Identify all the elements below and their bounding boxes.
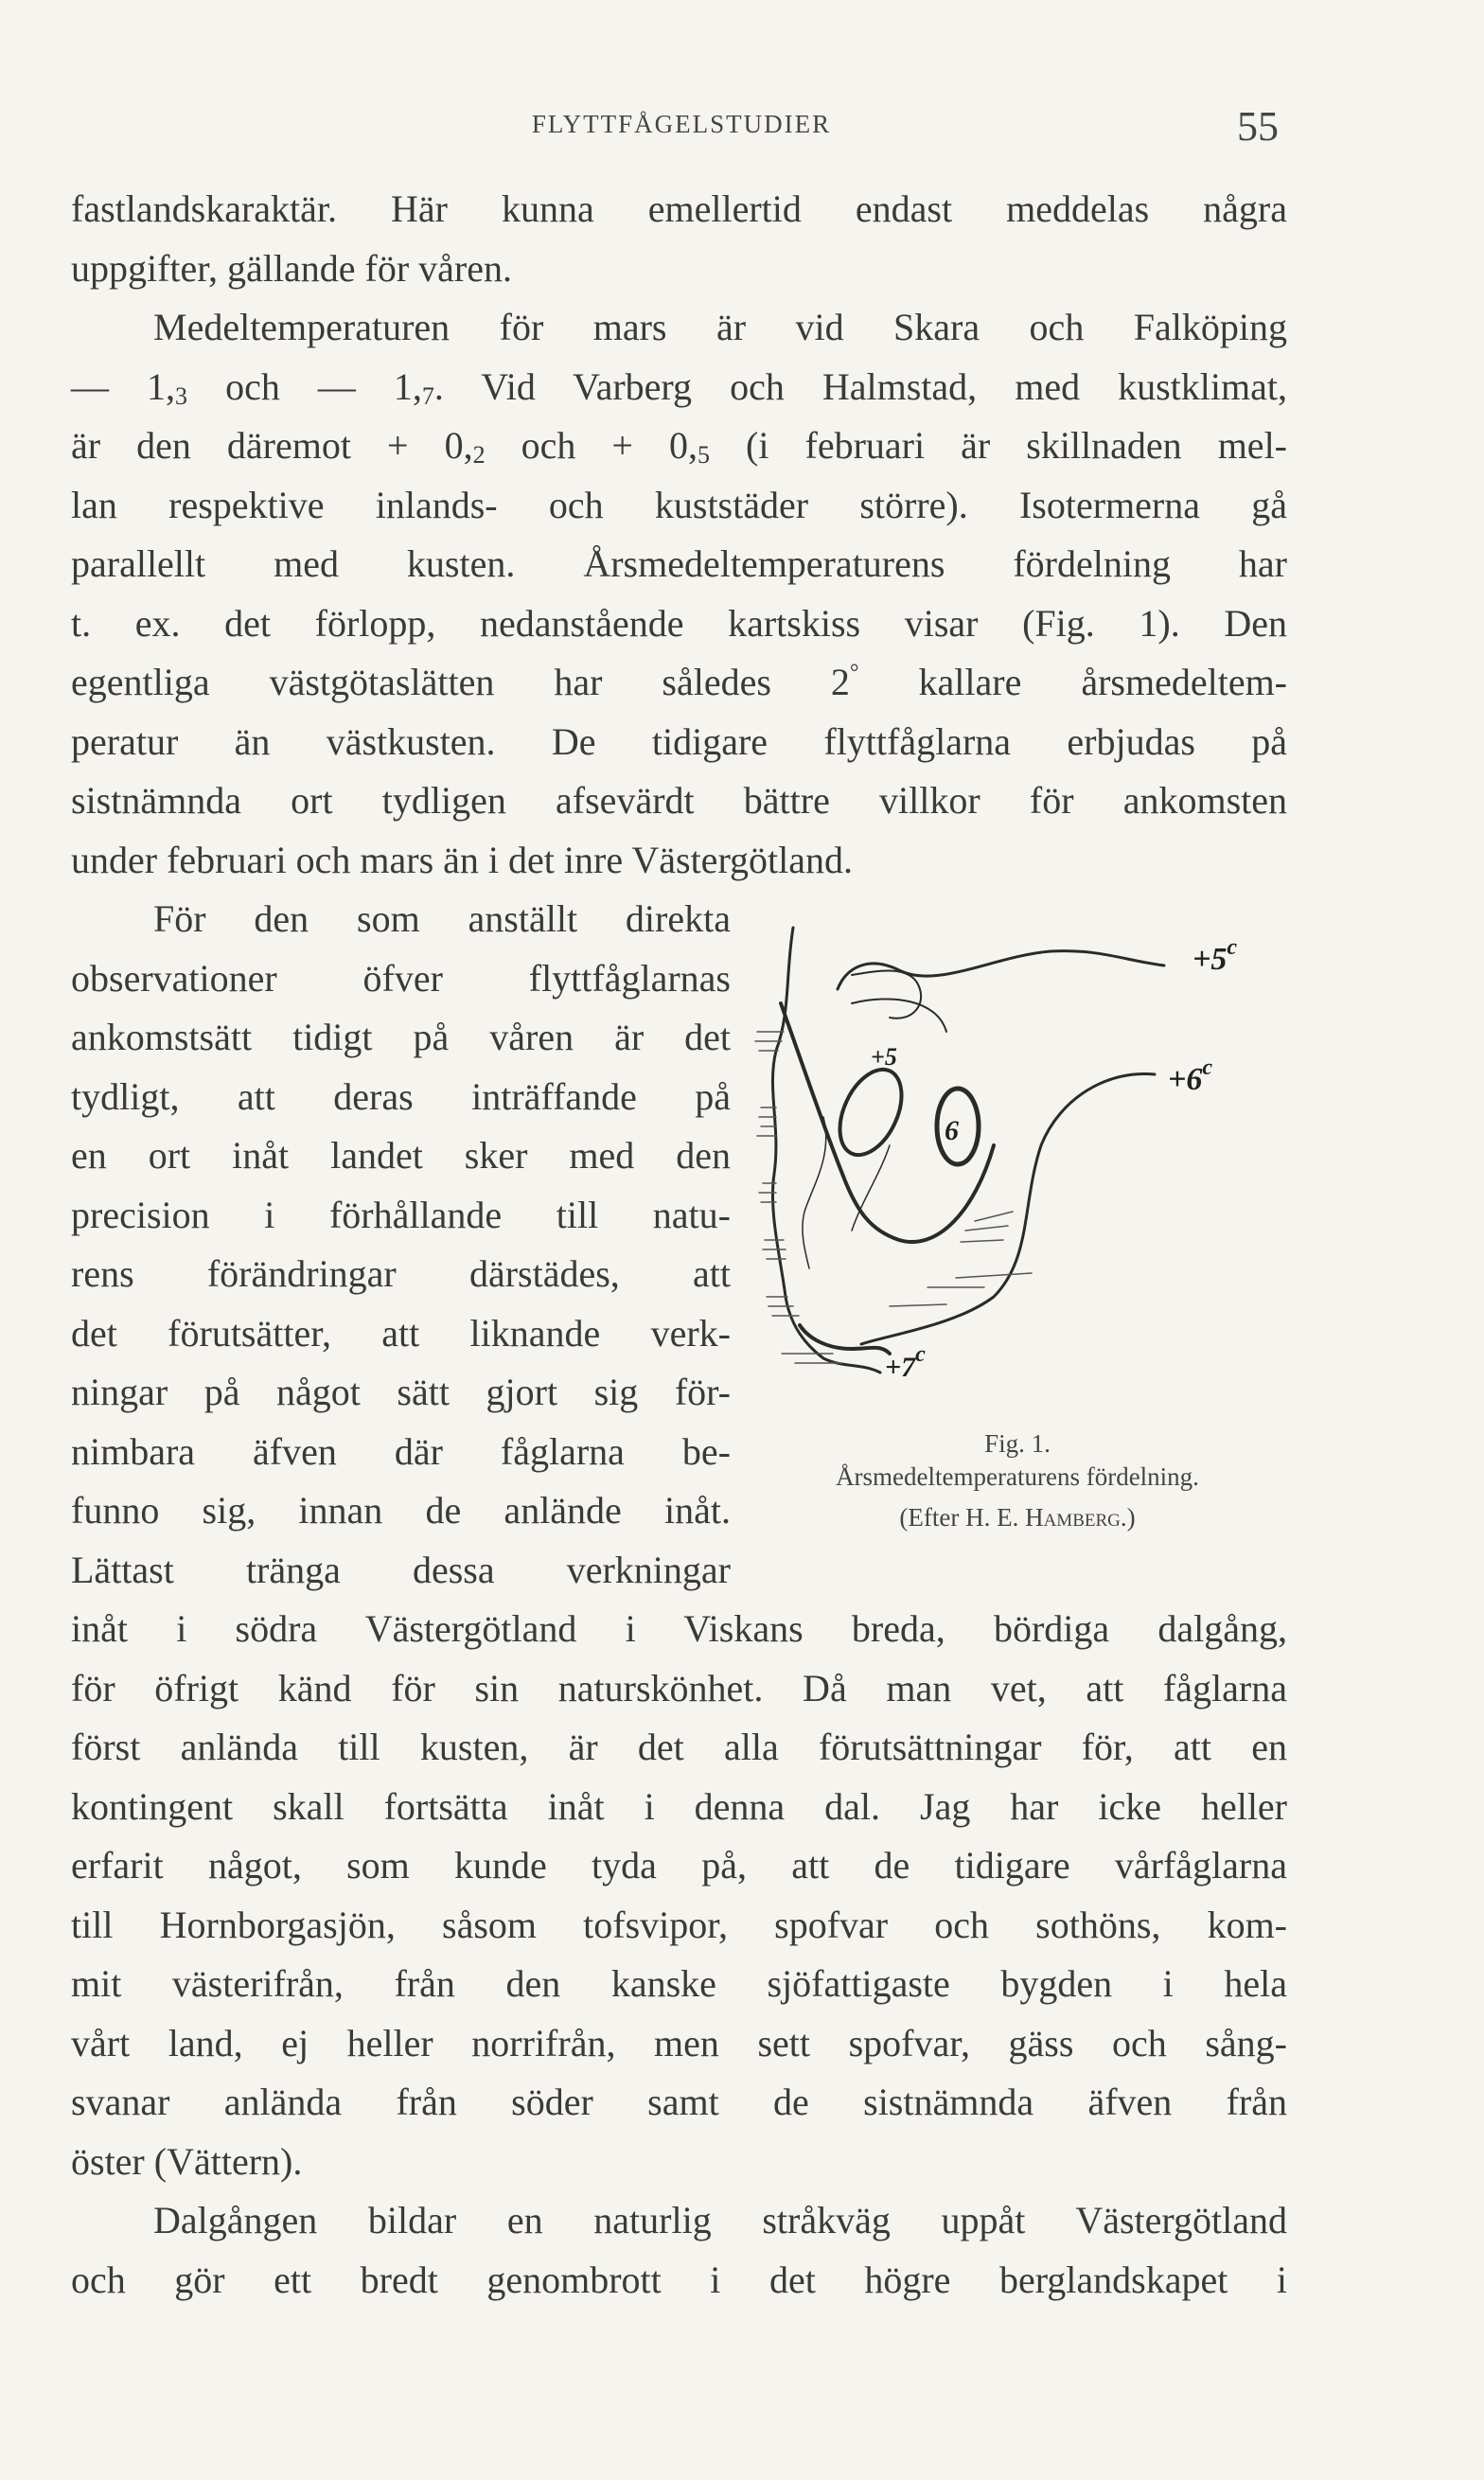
text-line: öster (Vättern). bbox=[71, 2139, 303, 2183]
text-line: t. ex. det förlopp, nedanstående kartskiss visar (Fig. 1). Den bbox=[71, 601, 1287, 645]
text-line: precision i förhållande till natu- bbox=[71, 1193, 731, 1236]
text-line: och gör ett bredt genombrott i det högre berglandskapet i bbox=[71, 2258, 1287, 2301]
isotherm-label-inner6: 6 bbox=[945, 1115, 959, 1146]
isotherm-label-plus6: $+6^c$ bbox=[1168, 1055, 1213, 1097]
text-line: ningar på något sätt gjort sig för- bbox=[71, 1371, 731, 1413]
text-line: peratur än västkusten. De tidigare flyttfåglarna erbjudas på bbox=[71, 719, 1287, 763]
text-line: egentliga västgötaslätten har således 2° kallare årsmedeltem- bbox=[71, 661, 1287, 703]
text-line: ankomstsätt tidigt på våren är det bbox=[71, 1016, 731, 1058]
text-line: nimbara äfven där fåglarna be- bbox=[71, 1429, 731, 1473]
text-line: rens förändringar därstädes, att bbox=[71, 1252, 731, 1295]
paragraph-intro bbox=[71, 180, 1287, 890]
paragraph-left-column bbox=[71, 890, 731, 1600]
text-line: tydligt, att deras inträffande på bbox=[71, 1074, 731, 1118]
page-number: 55 bbox=[1237, 103, 1279, 150]
isotherm-map-figure bbox=[748, 899, 1287, 1458]
text-line: — $1,_3$ och — $1,_7$. Vid Varberg och Halmstad, med kustklimat, bbox=[71, 364, 1287, 410]
text-line: funno sig, innan de anlände inåt. bbox=[71, 1489, 731, 1532]
text-line: under februari och mars än i det inre Västergötland. bbox=[71, 838, 854, 881]
figure-caption-line2: (Efter H. E. Hamberg.) bbox=[899, 1503, 1136, 1532]
text-line: kontingent skall fortsätta inåt i denna dal. Jag har icke heller bbox=[71, 1784, 1287, 1828]
text-line: lan respektive inlands- och kuststäder större). Isotermerna gå bbox=[71, 483, 1287, 526]
text-line: uppgifter, gällande för våren. bbox=[71, 246, 512, 290]
text-line: parallellt med kusten. Årsmedeltemperaturens fördelning har bbox=[71, 542, 1287, 585]
running-title: FLYTTFÅGELSTUDIER bbox=[531, 110, 832, 138]
figure-caption-line1: Årsmedeltemperaturens fördelning. bbox=[836, 1462, 1199, 1491]
text-line: Dalgången bildar en naturlig stråkväg uppåt Västergötland bbox=[153, 2199, 1287, 2241]
text-line: Medeltemperaturen för mars är vid Skara och Falköping bbox=[153, 306, 1287, 348]
text-line: en ort inåt landet sker med den bbox=[71, 1134, 731, 1177]
page-header bbox=[71, 102, 1292, 159]
text-line: inåt i södra Västergötland i Viskans breda, bördiga dalgång, bbox=[71, 1607, 1287, 1650]
figure-number: Fig. 1. bbox=[984, 1429, 1051, 1458]
text-line: För den som anställt direkta bbox=[153, 897, 731, 940]
paragraph-continued bbox=[71, 1600, 1287, 2310]
text-line: fastlandskaraktär. Här kunna emellertid endast meddelas några bbox=[71, 187, 1287, 230]
isotherm-label-plus7: $+7^c$ bbox=[885, 1342, 926, 1383]
isotherm-map bbox=[748, 899, 1287, 1448]
text-line: mit västerifrån, från den kanske sjöfattigaste bygden i hela bbox=[71, 1962, 1287, 2005]
isotherm-label-plus5: $+5^c$ bbox=[1192, 935, 1238, 977]
text-line: Lättast tränga dessa verkningar bbox=[71, 1548, 731, 1591]
text-line: först anlända till kusten, är det alla förutsättningar för, att en bbox=[71, 1726, 1287, 1768]
text-line: erfarit något, som kunde tyda på, att de tidigare vårfåglarna bbox=[71, 1844, 1287, 1887]
text-line: till Hornborgasjön, såsom tofsvipor, spofvar och sothöns, kom- bbox=[71, 1903, 1287, 1946]
isotherm-label-inner5: +5 bbox=[871, 1043, 897, 1071]
text-line: för öfrigt känd för sin naturskönhet. Då man vet, att fåglarna bbox=[71, 1666, 1287, 1709]
text-line: sistnämnda ort tydligen afsevärdt bättre villkor för ankomsten bbox=[71, 779, 1287, 822]
text-line: svanar anlända från söder samt de sistnämnda äfven från bbox=[71, 2081, 1287, 2123]
text-line: vårt land, ej heller norrifrån, men sett spofvar, gäss och sång- bbox=[71, 2021, 1287, 2064]
text-line: observationer öfver flyttfåglarnas bbox=[71, 956, 731, 1000]
text-line: det förutsätter, att liknande verk- bbox=[71, 1311, 731, 1355]
text-line: är den däremot + $0,_2$ och + $0,_5$ (i februari är skillnaden mel- bbox=[71, 424, 1287, 469]
